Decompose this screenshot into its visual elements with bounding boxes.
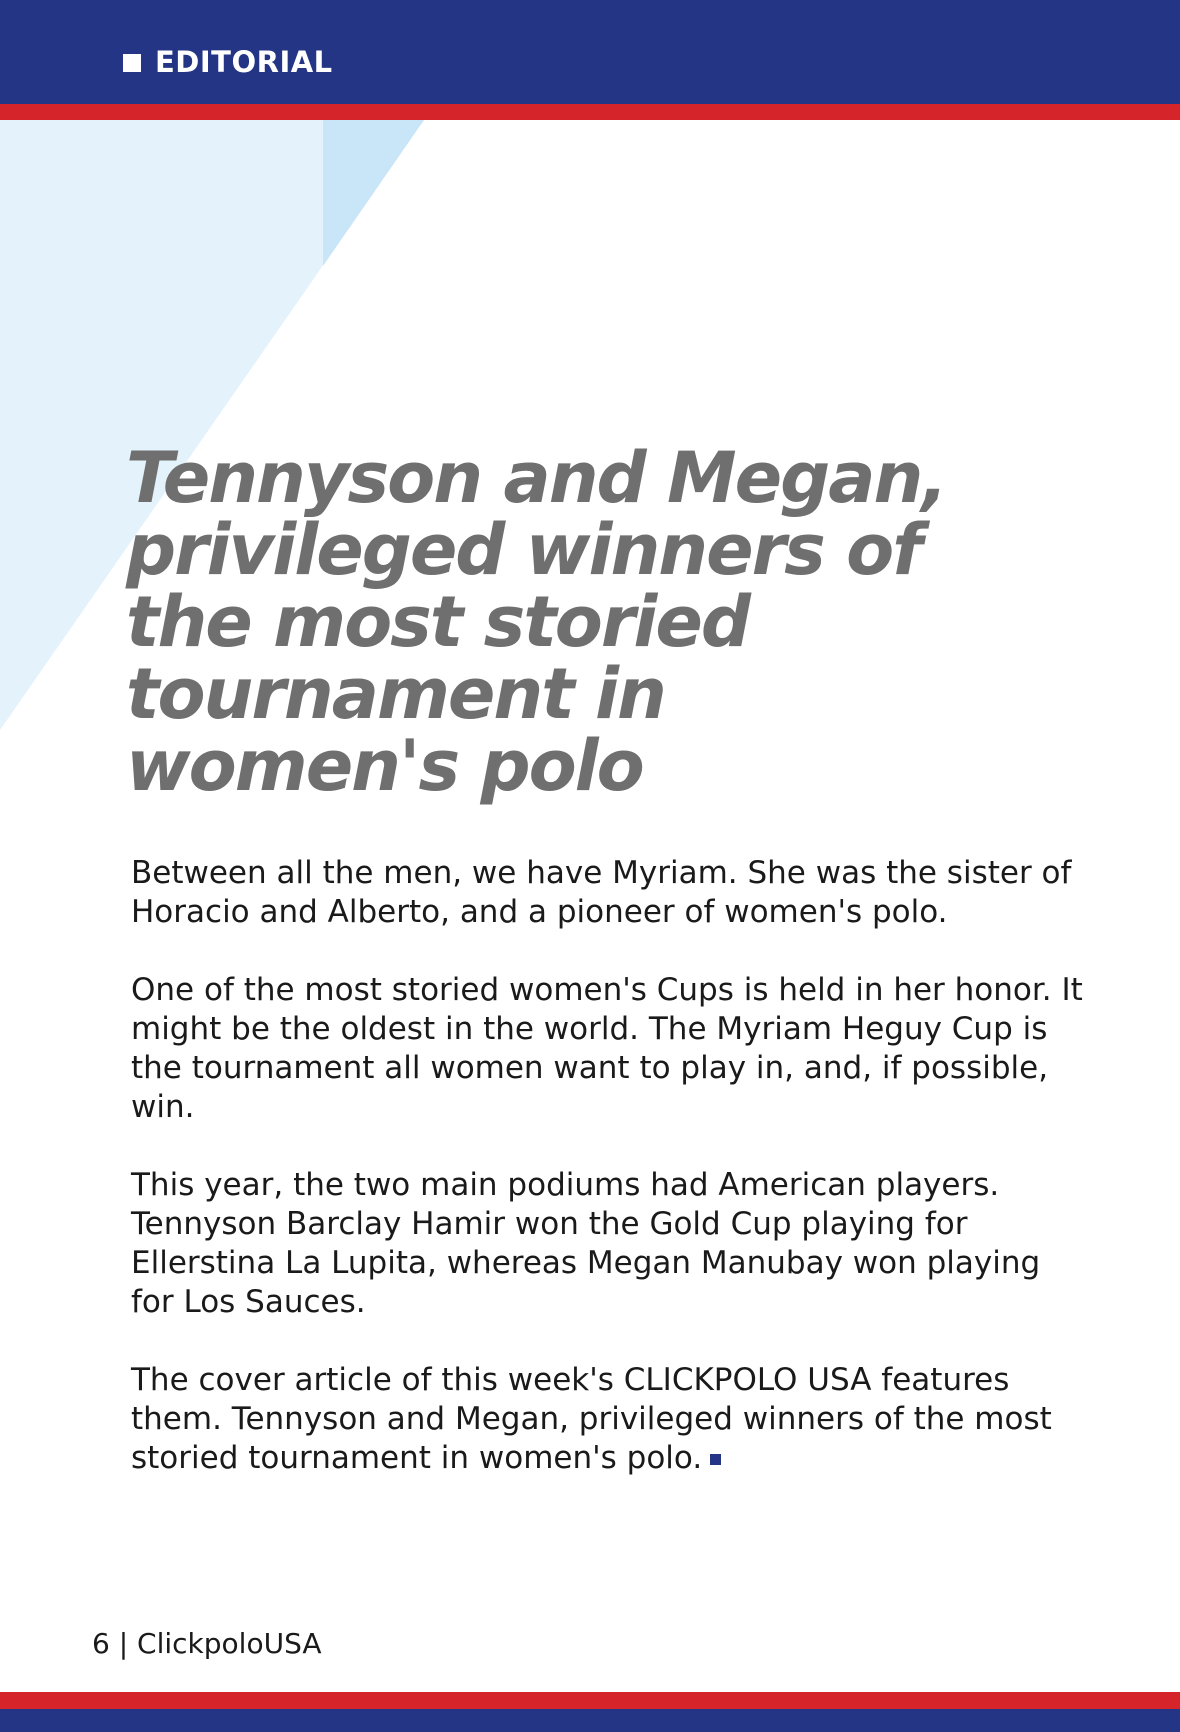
page-footer: 6 | ClickpoloUSA: [92, 1627, 322, 1660]
headline-line: tournament in: [126, 653, 665, 735]
paragraph-last: [131, 1361, 1091, 1478]
headline-line: women's polo: [126, 725, 643, 807]
article-body: [131, 854, 1091, 1517]
footer-red-stripe: [0, 1692, 1180, 1709]
header-red-stripe: [0, 104, 1180, 120]
section-label: [123, 45, 333, 79]
section-label-text: EDITORIAL: [155, 45, 333, 79]
headline-line: privileged winners of: [126, 509, 921, 591]
article-headline: [126, 437, 1026, 807]
paragraph: Between all the men, we have Myriam. She was the sister of Horacio and Alberto, and a pioneer of women's polo.: [131, 855, 1072, 930]
paragraph: This year, the two main podiums had American players. Tennyson Barclay Hamir won the Gold Cup playing for Ellerstina La Lupita, whereas Megan Manubay won playing for Los Sauces.: [131, 1167, 1041, 1320]
headline-line: Tennyson and Megan,: [126, 437, 946, 519]
footer-bar: [0, 1709, 1180, 1732]
square-bullet-icon: [123, 54, 141, 72]
paragraph-text: The cover article of this week's CLICKPOLO USA features them. Tennyson and Megan, privileged winners of the most storied tournament in women's polo.: [131, 1362, 1052, 1476]
paragraph: One of the most storied women's Cups is held in her honor. It might be the oldest in the world. The Myriam Heguy Cup is the tournament all women want to play in, and, if possible, win.: [131, 972, 1083, 1125]
headline-line: the most storied: [126, 581, 749, 663]
end-of-article-icon: [710, 1454, 721, 1465]
mid-blue-triangle: [323, 120, 424, 266]
